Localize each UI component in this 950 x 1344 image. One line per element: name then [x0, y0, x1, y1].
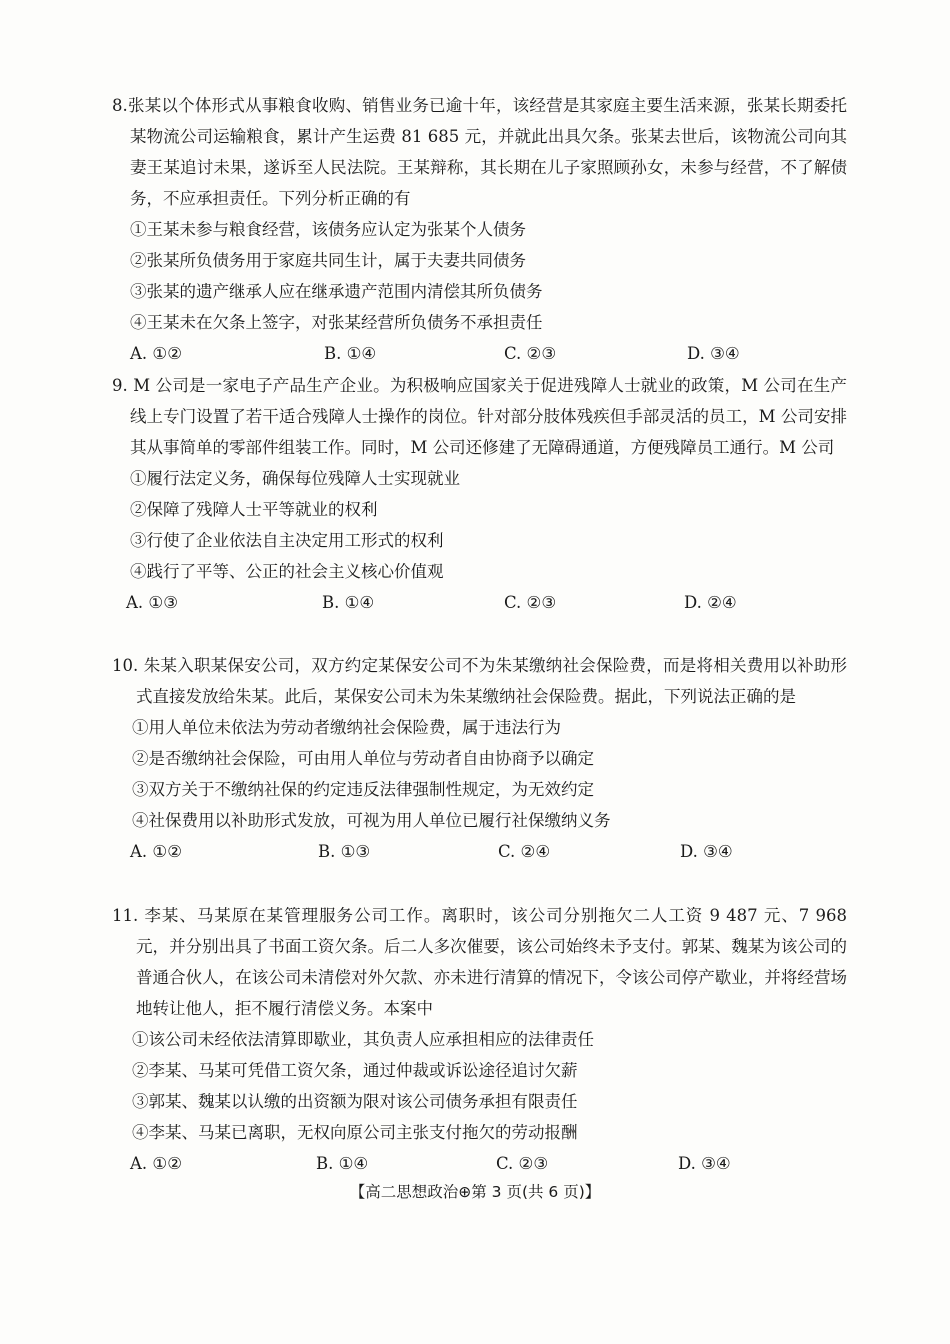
question-stem: 8.张某以个体形式从事粮食收购、销售业务已逾十年，该经营是其家庭主要生活来源，张某长期委托某物流公司运输粮食，累计产生运费 81 685 元，并就此出具欠条。张某去世后，该物流公司向其妻王某追讨未果，遂诉至人民法院。王某辩称，其长期在儿子家照顾孙女，未参与经营，不了解债务，不应承担责任。下列分析正确的有 — [112, 96, 847, 208]
question-11 — [112, 900, 847, 1179]
answer-choice-a: A. ①③ — [126, 593, 178, 612]
statement-item: ②是否缴纳社会保险，可由用人单位与劳动者自由协商予以确定 — [132, 749, 594, 768]
statement-item: ④王某未在欠条上签字，对张某经营所负债务不承担责任 — [130, 313, 543, 332]
answer-choice-c: C. ②③ — [504, 344, 557, 363]
question-stem: 11. 李某、马某原在某管理服务公司工作。离职时，该公司分别拖欠二人工资 9 487 元、7 968 元，并分别出具了书面工资欠条。后二人多次催要，该公司始终未予支付。郭某、魏某为该公司的普通合伙人，在该公司未清偿对外欠款、亦未进行清算的情况下，令该公司停产歇业，并将经营场地转让他人，拒不履行清偿义务。本案中 — [112, 906, 847, 1018]
answer-choice-d: D. ③④ — [687, 344, 740, 363]
page-footer: 【高二思想政治⊕第 3 页(共 6 页)】 — [349, 1183, 601, 1201]
answer-choice-d: D. ②④ — [684, 593, 737, 612]
answer-choice-a: A. ①② — [130, 842, 182, 861]
statement-list — [112, 214, 847, 338]
statement-item: ②保障了残障人士平等就业的权利 — [130, 500, 378, 519]
answer-choice-b: B. ①④ — [322, 593, 375, 612]
answer-choice-c: C. ②③ — [504, 593, 557, 612]
question-10 — [112, 650, 847, 867]
statement-item: ①履行法定义务，确保每位残障人士实现就业 — [130, 469, 460, 488]
statement-item: ③双方关于不缴纳社保的约定违反法律强制性规定，为无效约定 — [132, 780, 594, 799]
answer-choice-b: B. ①④ — [324, 344, 377, 363]
answer-choice-a: A. ①② — [130, 1154, 182, 1173]
answer-choice-b: B. ①③ — [318, 842, 371, 861]
question-stem: 9. M 公司是一家电子产品生产企业。为积极响应国家关于促进残障人士就业的政策，M 公司在生产线上专门设置了若干适合残障人士操作的岗位。针对部分肢体残疾但手部灵活的员工，M 公司安排其从事简单的零部件组装工作。同时，M 公司还修建了无障碍通道，方便残障员工通行。M 公司 — [112, 376, 847, 457]
statement-item: ④社保费用以补助形式发放，可视为用人单位已履行社保缴纳义务 — [132, 811, 611, 830]
statement-item: ③张某的遗产继承人应在继承遗产范围内清偿其所负债务 — [130, 282, 543, 301]
statement-item: ③行使了企业依法自主决定用工形式的权利 — [130, 531, 444, 550]
answer-choice-b: B. ①④ — [316, 1154, 369, 1173]
answer-choices — [112, 1148, 847, 1179]
answer-choice-d: D. ③④ — [678, 1154, 731, 1173]
statement-item: ②张某所负债务用于家庭共同生计，属于夫妻共同债务 — [130, 251, 526, 270]
statement-item: ①用人单位未依法为劳动者缴纳社会保险费，属于违法行为 — [132, 718, 561, 737]
answer-choice-c: C. ②③ — [496, 1154, 549, 1173]
statement-item: ④李某、马某已离职，无权向原公司主张支付拖欠的劳动报酬 — [132, 1123, 578, 1142]
answer-choice-d: D. ③④ — [680, 842, 733, 861]
statement-item: ③郭某、魏某以认缴的出资额为限对该公司债务承担有限责任 — [132, 1092, 578, 1111]
question-8 — [112, 90, 847, 369]
statement-list — [112, 712, 847, 836]
statement-list — [112, 463, 847, 587]
statement-item: ④践行了平等、公正的社会主义核心价值观 — [130, 562, 444, 581]
answer-choices — [112, 587, 847, 618]
question-stem: 10. 朱某入职某保安公司，双方约定某保安公司不为朱某缴纳社会保险费，而是将相关费用以补助形式直接发放给朱某。此后，某保安公司未为朱某缴纳社会保险费。据此，下列说法正确的是 — [112, 656, 847, 706]
statement-item: ②李某、马某可凭借工资欠条，通过仲裁或诉讼途径追讨欠薪 — [132, 1061, 578, 1080]
answer-choices — [112, 836, 847, 867]
question-9 — [112, 370, 847, 618]
answer-choices — [112, 338, 847, 369]
answer-choice-c: C. ②④ — [498, 842, 551, 861]
statement-list — [112, 1024, 847, 1148]
statement-item: ①王某未参与粮食经营，该债务应认定为张某个人债务 — [130, 220, 526, 239]
answer-choice-a: A. ①② — [130, 344, 182, 363]
statement-item: ①该公司未经依法清算即歇业，其负责人应承担相应的法律责任 — [132, 1030, 594, 1049]
